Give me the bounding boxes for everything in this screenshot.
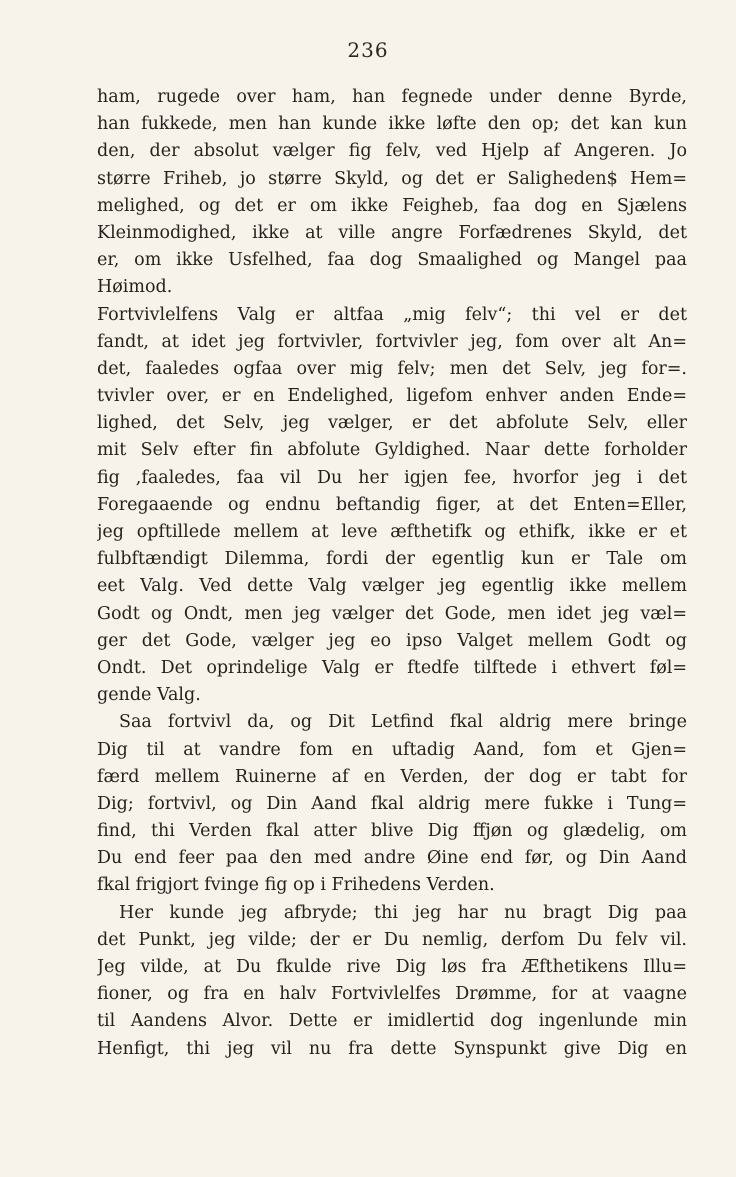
text-line: find, thi Verden fkal atter blive Dig ffjøn og glædelig, om <box>97 821 687 842</box>
text-line: Jeg vilde, at Du fkulde rive Dig løs fra Æfthetikens Illu= <box>97 957 687 977</box>
text-line: Dig; fortvivl, og Din Aand fkal aldrig mere fukke i Tung= <box>97 793 687 814</box>
text-line: ger det Gode, vælger jeg eo ipso Valget mellem Godt og <box>97 630 687 651</box>
text-line: melighed, og det er om ikke Feigheb, faa dog en Sjælens <box>97 195 687 216</box>
text-line: større Friheb, jo større Skyld, og det er Saligheden$ Hem= <box>97 168 687 189</box>
text-line: fig ,faaledes, faa vil Du her igjen fee, hvorfor jeg i det <box>97 467 687 488</box>
text-line: Foregaaende og endnu beftandig figer, at det Enten=Eller, <box>97 494 687 515</box>
text-line: fandt, at idet jeg fortvivler, fortvivler jeg, fom over alt An= <box>97 331 687 352</box>
text-line: det, faaledes ogfaa over mig felv; men det Selv, jeg for=. <box>97 358 687 379</box>
text-line: eet Valg. Ved dette Valg vælger jeg egentlig ikke mellem <box>97 576 687 597</box>
text-line: mit Selv efter fin abfolute Gyldighed. Naar dette forholder <box>97 440 687 461</box>
text-line: lighed, det Selv, jeg vælger, er det abfolute Selv, eller <box>97 413 687 434</box>
page-number: 236 <box>347 38 389 62</box>
text-line: Ondt. Det oprindelige Valg er ftedfe tilftede i ethvert føl= <box>97 657 687 678</box>
text-line: Henfigt, thi jeg vil nu fra dette Synspunkt give Dig en <box>97 1038 687 1059</box>
text-line: gende Valg. <box>97 685 201 706</box>
text-line: er, om ikke Usfelhed, faa dog Smaalighed og Mangel paa <box>97 250 687 271</box>
text-line: Fortvivlelfens Valg er altfaa „mig felv“; thi vel er det <box>97 304 687 325</box>
text-line: færd mellem Ruinerne af en Verden, der dog er tabt for <box>97 766 687 787</box>
text-line: ham, rugede over ham, han fegnede under denne Byrde, <box>97 87 687 107</box>
text-line: det Punkt, jeg vilde; der er Du nemlig, derfom Du felv vil. <box>97 929 687 950</box>
text-line: han fukkede, men han kunde ikke løfte den op; det kan kun <box>97 114 687 135</box>
text-line: fkal frigjort fvinge fig op i Frihedens Verden. <box>97 875 495 896</box>
text-line: Høimod. <box>97 277 173 298</box>
text-line: den, der absolut vælger fig felv, ved Hjelp af Angeren. Jo <box>97 141 687 162</box>
text-line: Dig til at vandre fom en uftadig Aand, fom et Gjen= <box>97 739 687 760</box>
text-line: fulbftændigt Dilemma, fordi der egentlig kun er Tale om <box>97 549 687 570</box>
text-line: fioner, og fra en halv Fortvivlelfes Drømme, for at vaagne <box>97 984 687 1005</box>
text-line: Her kunde jeg afbryde; thi jeg har nu bragt Dig paa <box>119 902 687 923</box>
text-line: tvivler over, er en Endelighed, ligefom enhver anden Ende= <box>97 386 687 407</box>
body-text <box>97 84 687 1063</box>
text-line: Godt og Ondt, men jeg vælger det Gode, men idet jeg væl= <box>97 603 687 624</box>
text-line: Du end feer paa den med andre Øine end før, og Din Aand <box>97 848 687 869</box>
text-line: jeg opftillede mellem at leve æfthetifk og ethifk, ikke er et <box>97 522 687 542</box>
text-line: Saa fortvivl da, og Dit Letfind fkal aldrig mere bringe <box>119 712 687 733</box>
text-line: Kleinmodighed, ikke at ville angre Forfædrenes Skyld, det <box>97 222 687 243</box>
text-line: til Aandens Alvor. Dette er imidlertid dog ingenlunde min <box>97 1011 687 1032</box>
